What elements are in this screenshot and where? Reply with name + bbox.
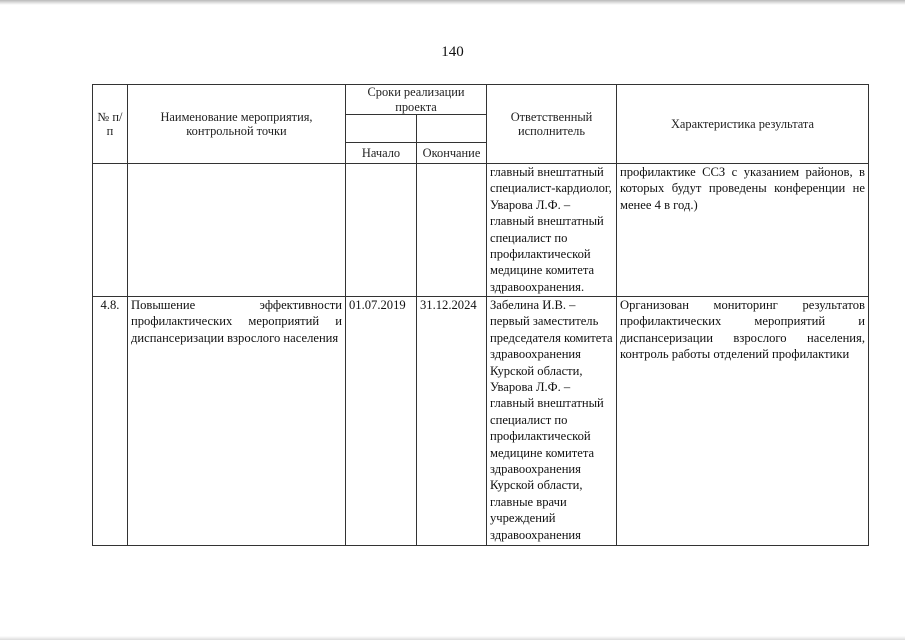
header-activity-name: Наименование мероприятия, контрольной точки [128,85,346,164]
cell-activity-name: Повышение эффективности профилактических мероприятий и диспансеризации взрослого населения [128,297,346,546]
cell-end: 31.12.2024 [417,297,487,546]
cell-num: 4.8. [93,297,128,546]
header-num: № п/п [93,85,128,164]
cell-start [346,164,417,297]
scan-top-edge [0,0,905,5]
header-start: Начало [346,143,417,164]
activity-table [92,84,869,546]
cell-responsible: Забелина И.В. – первый заместитель председателя комитета здравоохранения Курской области, Уварова Л.Ф. – главный внештатный специалист по профилактической медицине комитета здравоохранения Курской области, главные врачи учреждений здравоохранения [487,297,617,546]
cell-activity-name [128,164,346,297]
header-start-blank [346,115,417,143]
header-result: Характеристика результата [617,85,869,164]
header-timeframe: Сроки реализации проекта [346,85,487,115]
cell-start: 01.07.2019 [346,297,417,546]
table-row [93,164,869,297]
cell-result: Организован мониторинг результатов профилактических мероприятий и диспансеризации взрослого населения, контроль работы отделений профилактики [617,297,869,546]
header-responsible: Ответственный исполнитель [487,85,617,164]
cell-result: профилактике ССЗ с указанием районов, в которых будут проведены конференции не менее 4 в год.) [617,164,869,297]
header-row-1 [93,85,869,115]
cell-num [93,164,128,297]
header-end: Окончание [417,143,487,164]
scan-bottom-edge [0,636,905,640]
page-number: 140 [441,44,464,60]
cell-end [417,164,487,297]
table-row [93,297,869,546]
cell-responsible: главный внештатный специалист-кардиолог, Уварова Л.Ф. – главный внештатный специалист по профилактической медицине комитета здравоохранения. [487,164,617,297]
header-end-blank [417,115,487,143]
